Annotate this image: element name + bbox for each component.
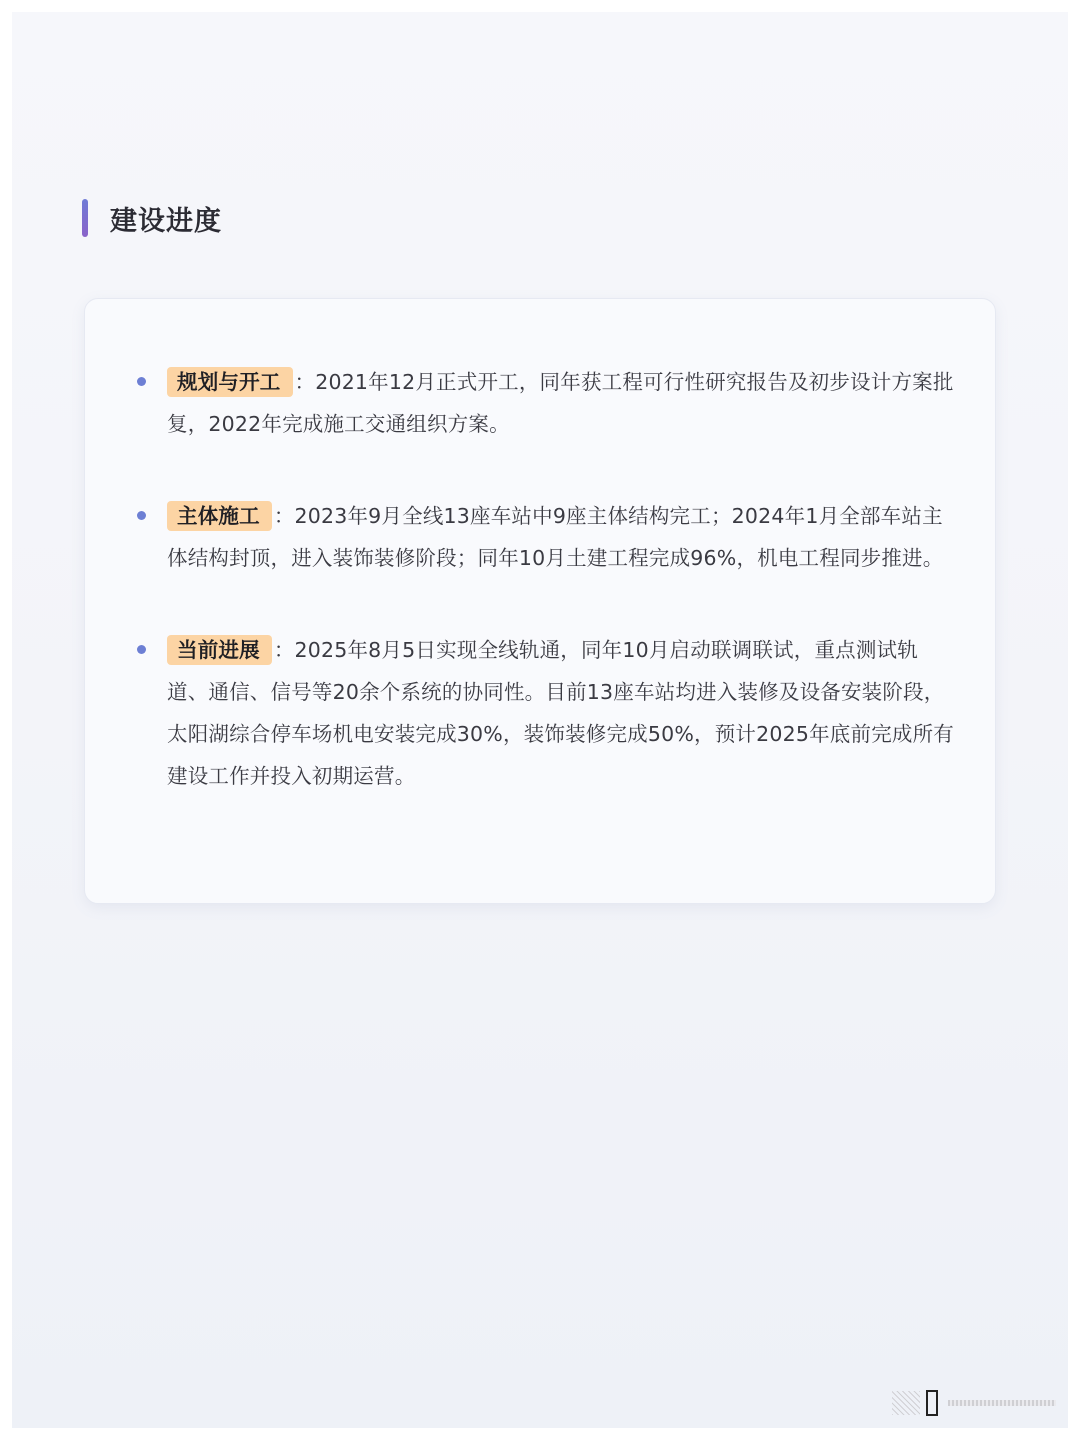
item-text xyxy=(167,361,959,445)
corner-controls xyxy=(892,1386,1060,1420)
item-body: 2021年12月正式开工，同年获工程可行性研究报告及初步设计方案批复，2022年完成施工交通组织方案。 xyxy=(167,370,954,436)
page xyxy=(12,12,1068,1428)
item-label: 规划与开工 xyxy=(167,367,293,397)
item-separator: ： xyxy=(273,504,295,528)
item-text xyxy=(167,629,959,797)
bullet-icon xyxy=(137,645,146,654)
item-text xyxy=(167,495,959,579)
item-separator: ： xyxy=(273,638,295,662)
item-body: 2025年8月5日实现全线轨通，同年10月启动联调联试，重点测试轨道、通信、信号等20余个系统的协同性。目前13座车站均进入装修及设备安装阶段，太阳湖综合停车场机电安装完成30%，装饰装修完成50%，预计2025年底前完成所有建设工作并投入初期运营。 xyxy=(167,638,954,788)
list-item xyxy=(85,361,995,445)
item-label: 主体施工 xyxy=(167,501,272,531)
item-body: 2023年9月全线13座车站中9座主体结构完工；2024年1月全部车站主体结构封顶，进入装饰装修阶段；同年10月土建工程完成96%，机电工程同步推进。 xyxy=(167,504,944,570)
progress-card xyxy=(84,298,996,904)
item-label: 当前进展 xyxy=(167,635,272,665)
bullet-icon xyxy=(137,377,146,386)
item-separator: ： xyxy=(294,370,316,394)
scrollbar-track-icon[interactable] xyxy=(948,1400,1056,1406)
accent-bar xyxy=(82,199,88,237)
hatch-icon xyxy=(892,1391,920,1415)
progress-list xyxy=(85,361,995,847)
section-title: 建设进度 xyxy=(110,205,222,237)
section-header xyxy=(82,198,222,238)
bullet-icon xyxy=(137,511,146,520)
list-item xyxy=(85,495,995,579)
list-item xyxy=(85,629,995,797)
scroll-thumb-icon[interactable] xyxy=(926,1390,938,1416)
